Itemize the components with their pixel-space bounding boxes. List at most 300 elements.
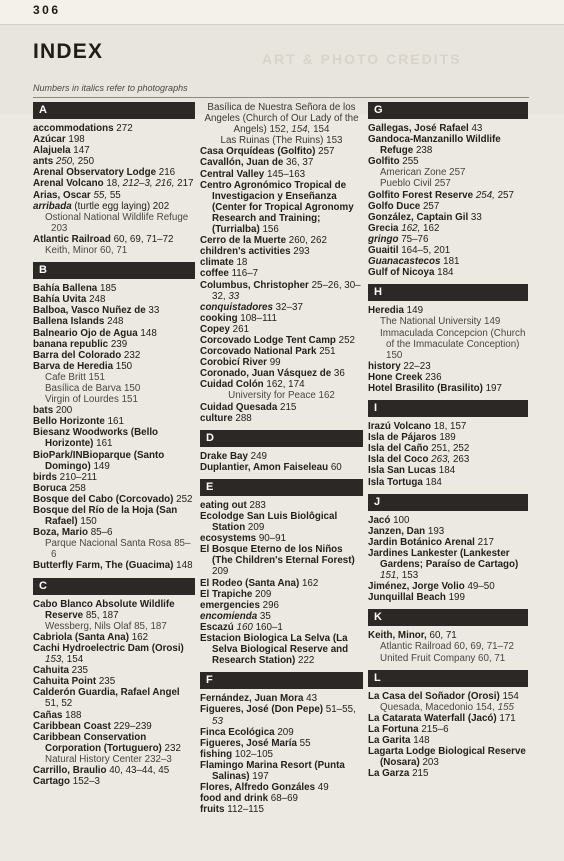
- entry-heading: bats: [33, 405, 54, 417]
- entry-pages: 288: [232, 412, 252, 424]
- index-entry: [33, 234, 195, 245]
- entry-pages: 229–239: [110, 720, 152, 732]
- entry-heading: Copey: [200, 323, 230, 335]
- entry-heading: Jardin Botánico Arenal: [368, 536, 475, 548]
- entry-pages: Virgin of Lourdes 151: [45, 394, 138, 406]
- entry-heading: Guanacastecos: [368, 256, 441, 268]
- entry-heading: food and drink: [200, 793, 269, 805]
- entry-pages: 257: [494, 189, 514, 201]
- entry-heading: Alajuela: [33, 145, 71, 157]
- index-entry: [200, 589, 363, 600]
- index-subentry: [368, 653, 528, 664]
- section-letter: G: [368, 102, 528, 119]
- index-entry: [33, 472, 195, 483]
- index-entry: [368, 361, 528, 372]
- entry-pages: 251: [316, 346, 336, 358]
- entry-pages: 189: [436, 432, 456, 444]
- index-subentry: [368, 167, 528, 178]
- entry-pages: 85–6: [87, 527, 113, 539]
- entry-heading: children's activities: [200, 246, 291, 258]
- entry-heading: Keith, Minor,: [368, 630, 427, 642]
- entry-heading: Gallegas, José Rafael: [368, 123, 469, 134]
- entry-pages: 49: [315, 782, 329, 794]
- entry-heading: Heredia: [368, 305, 404, 317]
- index-entry: [368, 372, 528, 383]
- entry-heading: El Bosque Eterno de los Niños (The Children's Eternal Forest): [200, 544, 355, 567]
- entry-heading: ants: [33, 156, 54, 168]
- entry-pages: 203: [419, 757, 439, 769]
- index-entry: [200, 324, 363, 335]
- index-entry: [368, 267, 528, 278]
- entry-pages: 36, 37: [283, 157, 314, 169]
- entry-heading: Cañas: [33, 709, 63, 721]
- entry-pages: American Zone 257: [380, 167, 466, 179]
- entry-pages: 181: [440, 256, 460, 268]
- index-entry: [368, 443, 528, 454]
- entry-pages: Cafe Britt 151: [45, 371, 105, 383]
- index-entry: [200, 727, 363, 738]
- entry-heading: Azúcar: [33, 134, 66, 146]
- entry-pages: 22–23: [400, 360, 431, 372]
- index-entry: [200, 413, 363, 424]
- index-entry: [200, 533, 363, 544]
- entry-pages: 161: [93, 438, 113, 450]
- entry-heading: Jiménez, Jorge Volio: [368, 581, 465, 593]
- index-entry: [200, 246, 363, 257]
- entry-pages: 32–37: [272, 301, 303, 313]
- index-entry: [200, 346, 363, 357]
- index-entry: [200, 235, 363, 246]
- index-entry: [200, 302, 363, 313]
- entry-pages: 25–26, 30–32,: [212, 279, 361, 302]
- index-entry: [200, 357, 363, 368]
- entry-pages: 100: [390, 514, 410, 526]
- index-entry: [200, 600, 363, 611]
- entry-heading: Corcovado National Park: [200, 346, 317, 358]
- entry-pages: Quesada, Macedonio 154,: [380, 701, 498, 713]
- index-subentry: [368, 328, 528, 361]
- entry-pages: 33: [145, 305, 160, 317]
- entry-heading: Hone Creek: [368, 371, 423, 383]
- index-entry: [33, 339, 195, 350]
- entry-pages: 222: [295, 655, 315, 667]
- index-entry: [200, 146, 363, 157]
- entry-pages: 36: [331, 368, 345, 380]
- entry-pages: 260, 262: [286, 235, 327, 247]
- index-entry: [33, 294, 195, 305]
- entry-heading: Balneario Ojo de Agua: [33, 327, 138, 339]
- entry-heading: gringo: [368, 233, 399, 245]
- entry-pages: 251, 252: [428, 443, 470, 455]
- index-entry: [200, 157, 363, 168]
- entry-pages: 171: [496, 712, 516, 724]
- entry-photo-pages: 153,: [45, 654, 65, 666]
- entry-heading: Coronado, Juan Vásquez de: [200, 368, 332, 380]
- entry-heading: La Garita: [368, 735, 411, 747]
- index-entry: [368, 515, 528, 526]
- index-subentry: [33, 538, 195, 560]
- entry-heading: birds: [33, 471, 57, 483]
- entry-pages: 293: [290, 246, 310, 258]
- index-entry: [200, 169, 363, 180]
- index-subentry: [33, 245, 195, 256]
- index-entry: [33, 710, 195, 721]
- entry-pages: 252: [173, 493, 193, 505]
- index-subentry: [33, 212, 195, 234]
- index-entry: [33, 427, 195, 449]
- index-entry: [368, 256, 528, 267]
- index-entry: [200, 578, 363, 589]
- entry-heading: coffee: [200, 268, 229, 280]
- index-entry: [368, 581, 528, 592]
- index-entry: [33, 527, 195, 538]
- section-letter: B: [33, 262, 195, 279]
- entry-heading: Atlantic Railroad: [33, 233, 111, 245]
- index-entry: [200, 804, 363, 815]
- index-entry: [33, 305, 195, 316]
- index-entry: [368, 156, 528, 167]
- entry-heading: Bosque del Río de la Hoja (San Rafael): [33, 505, 178, 528]
- entry-heading: Arenal Volcano: [33, 178, 104, 190]
- entry-heading: Flamingo Marina Resort (Punta Salinas): [200, 759, 345, 782]
- index-subentry: [368, 178, 528, 189]
- entry-heading: Cahuita Point: [33, 676, 97, 688]
- entry-heading: cooking: [200, 312, 238, 324]
- entry-pages: 150: [77, 516, 97, 528]
- entry-pages: Natural History Center 232–3: [45, 753, 172, 765]
- index-entry: [368, 526, 528, 537]
- section-letter: L: [368, 670, 528, 687]
- entry-pages: 60, 71: [426, 630, 457, 642]
- index-entry: [200, 782, 363, 793]
- entry-photo-pages: 154,: [291, 124, 311, 136]
- index-entry: [368, 383, 528, 394]
- entry-heading: Central Valley: [200, 168, 265, 180]
- index-entry: [33, 145, 195, 156]
- entry-pages: 210–211: [56, 471, 98, 483]
- entry-heading: Golfo Duce: [368, 200, 421, 212]
- entry-pages: 55: [296, 737, 311, 749]
- index-column-3: [368, 102, 528, 779]
- index-entry: [33, 328, 195, 339]
- entry-heading: Bahía Ballena: [33, 283, 98, 295]
- index-subentry: [33, 754, 195, 765]
- index-entry: [200, 500, 363, 511]
- entry-pages: 160–1: [252, 621, 283, 633]
- entry-pages: United Fruit Company 60, 71: [380, 652, 506, 664]
- index-entry: [200, 451, 363, 462]
- entry-heading: Jardines Lankester (Lankester Gardens; Paraíso de Cartago): [368, 547, 519, 570]
- section-letter: D: [200, 430, 363, 447]
- index-entry: [200, 760, 363, 782]
- index-subentry: [33, 372, 195, 383]
- entry-photo-pages: 33: [228, 290, 240, 302]
- index-entry: [200, 511, 363, 533]
- section-letter: K: [368, 609, 528, 626]
- index-entry: [33, 201, 195, 212]
- entry-pages: 90–91: [256, 533, 287, 545]
- section-letter: J: [368, 494, 528, 511]
- index-entry: [33, 687, 195, 709]
- index-entry: [200, 611, 363, 622]
- entry-pages: 33: [468, 211, 482, 223]
- entry-pages: 55: [107, 189, 121, 201]
- entry-heading: Boruca: [33, 482, 67, 494]
- entry-pages: University for Peace 162: [228, 390, 335, 402]
- entry-heading: Boza, Mario: [33, 527, 88, 539]
- entry-pages: 200: [53, 405, 73, 417]
- entry-heading: Figueres, José (Don Pepe): [200, 704, 324, 716]
- entry-pages: 236: [422, 371, 442, 383]
- index-entry: [33, 721, 195, 732]
- entry-heading: La Garza: [368, 768, 410, 780]
- index-entry: [200, 704, 363, 726]
- index-entry: [200, 268, 363, 279]
- entry-heading: Barva de Heredia: [33, 360, 114, 372]
- index-entry: [33, 316, 195, 327]
- entry-pages: 248: [86, 294, 106, 306]
- entry-heading: La Casa del Soñador (Orosi): [368, 690, 500, 702]
- section-letter: H: [368, 284, 528, 301]
- entry-pages: 215: [277, 401, 297, 413]
- entry-heading: accommodations: [33, 123, 114, 134]
- index-entry: [368, 630, 528, 641]
- entry-heading: Estacion Biologica La Selva (La Selva Biological Reserve and Research Station): [200, 633, 349, 667]
- index-column-2: [200, 102, 363, 815]
- entry-pages: 68–69: [268, 793, 298, 805]
- entry-heading: Bello Horizonte: [33, 416, 105, 428]
- entry-pages: 199: [445, 592, 465, 604]
- entry-pages: 232: [161, 742, 181, 754]
- entry-pages: 296: [259, 599, 279, 611]
- entry-heading: Cahuita: [33, 665, 69, 677]
- entry-heading: Grecia: [368, 222, 399, 234]
- entry-heading: El Trapiche: [200, 588, 253, 600]
- index-entry: [200, 622, 363, 633]
- index-entry: [200, 749, 363, 760]
- entry-pages: 162: [129, 631, 149, 643]
- entry-pages: 215–6: [418, 723, 449, 735]
- entry-heading: Butterfly Farm, The (Guacima): [33, 560, 174, 572]
- entry-heading: La Fortuna: [368, 723, 419, 735]
- entry-heading: arribada: [33, 200, 72, 212]
- index-continuation: [200, 102, 363, 135]
- entry-pages: 99: [266, 357, 281, 369]
- entry-heading: Duplantier, Amon Faiseleau: [200, 461, 329, 473]
- entry-photo-pages: 263,: [431, 454, 451, 466]
- entry-photo-pages: 151,: [380, 570, 400, 582]
- entry-pages: 18, 157: [430, 421, 467, 433]
- page-number: 306: [33, 3, 61, 17]
- index-entry: [33, 190, 195, 201]
- index-entry: [33, 765, 195, 776]
- entry-pages: 149: [90, 460, 110, 472]
- entry-pages: 148: [173, 560, 193, 572]
- entry-heading: Casa Orquídeas (Golfito): [200, 146, 316, 158]
- entry-heading: Jacó: [368, 514, 391, 526]
- entry-heading: Gulf of Nicoya: [368, 267, 435, 279]
- index-entry: [368, 713, 528, 724]
- section-letter: E: [200, 479, 363, 496]
- entry-pages: 154: [64, 654, 84, 666]
- index-entry: [368, 432, 528, 443]
- index-entry: [368, 592, 528, 603]
- index-entry: [33, 123, 195, 134]
- entry-heading: Cavallón, Juan de: [200, 157, 284, 169]
- entry-pages: 102–105: [232, 748, 273, 760]
- index-entry: [368, 234, 528, 245]
- entry-heading: Janzen, Dan: [368, 525, 426, 537]
- index-entry: [33, 732, 195, 754]
- entry-pages: Parque Nacional Santa Rosa 85–6: [45, 538, 191, 561]
- entry-heading: Golfito Forest Reserve: [368, 189, 474, 201]
- entry-pages: Ostional National Wildlife Refuge 203: [45, 211, 189, 234]
- entry-photo-pages: 212–3, 216,: [122, 178, 175, 190]
- index-entry: [33, 416, 195, 427]
- entry-pages: 209: [274, 726, 294, 738]
- entry-heading: fruits: [200, 804, 225, 816]
- index-entry: [368, 245, 528, 256]
- entry-pages: 209: [252, 588, 272, 600]
- entry-heading: Junquillal Beach: [368, 592, 446, 604]
- entry-heading: Isla de Pájaros: [368, 432, 437, 444]
- entry-heading: Irazú Volcano: [368, 421, 431, 433]
- entry-pages: (turtle egg laying) 202: [71, 200, 170, 212]
- index-entry: [33, 599, 195, 621]
- entry-heading: Cuidad Quesada: [200, 401, 278, 413]
- index-entry: [33, 632, 195, 643]
- entry-heading: Caribbean Coast: [33, 720, 111, 732]
- entry-pages: 193: [425, 525, 445, 537]
- entry-heading: La Catarata Waterfall (Jacó): [368, 712, 497, 724]
- entry-pages: Keith, Minor 60, 71: [45, 245, 128, 257]
- entry-heading: Lagarta Lodge Biological Reserve (Nosara): [368, 746, 526, 769]
- index-entry: [33, 134, 195, 145]
- entry-pages: Pueblo Civil 257: [380, 178, 451, 190]
- entry-pages: 188: [62, 709, 82, 721]
- entry-pages: 255: [399, 156, 419, 168]
- entry-heading: ecosystems: [200, 533, 257, 545]
- index-entry: [33, 350, 195, 361]
- entry-heading: Calderón Guardia, Rafael Angel: [33, 687, 180, 699]
- entry-pages: 198: [65, 134, 85, 146]
- index-entry: [200, 633, 363, 666]
- entry-pages: 263: [450, 454, 470, 466]
- entry-pages: 75–76: [398, 233, 429, 245]
- entry-heading: Golfito: [368, 156, 400, 168]
- entry-pages: 215: [409, 768, 429, 780]
- entry-pages: 154: [499, 690, 519, 702]
- index-entry: [200, 738, 363, 749]
- entry-pages: 60, 69, 71–72: [110, 233, 174, 245]
- entry-heading: Ballena Islands: [33, 316, 105, 328]
- entry-pages: 250: [74, 156, 95, 168]
- entry-heading: banana republic: [33, 338, 109, 350]
- index-entry: [33, 676, 195, 687]
- index-entry: [33, 560, 195, 571]
- entry-pages: 283: [246, 499, 266, 511]
- entry-photo-pages: 254,: [475, 189, 495, 201]
- entry-pages: 232: [121, 349, 141, 361]
- section-letter: F: [200, 672, 363, 689]
- entry-pages: 164–5, 201: [398, 245, 451, 257]
- entry-pages: The National University 149: [380, 316, 501, 328]
- entry-heading: encomienda: [200, 610, 258, 622]
- index-entry: [368, 537, 528, 548]
- entry-photo-pages: 250,: [55, 156, 75, 168]
- entry-heading: Drake Bay: [200, 450, 248, 462]
- entry-pages: 197: [249, 770, 269, 782]
- index-entry: [33, 156, 195, 167]
- entry-pages: 209: [212, 566, 229, 578]
- entry-heading: history: [368, 360, 401, 372]
- entry-pages: 185: [97, 283, 117, 295]
- index-subentry: [33, 394, 195, 405]
- index-entry: [368, 454, 528, 465]
- entry-pages: 162: [420, 222, 440, 234]
- entry-heading: Ecolodge San Luis Biolôgical Station: [200, 511, 338, 534]
- entry-heading: BioPark/INBioparque (Santo Domingo): [33, 449, 165, 472]
- entry-pages: 18: [233, 257, 248, 269]
- index-entry: [200, 368, 363, 379]
- entry-heading: Cabo Blanco Absolute Wildlife Reserve: [33, 598, 175, 621]
- index-entry: [200, 544, 363, 577]
- index-entry: [200, 257, 363, 268]
- index-entry: [200, 335, 363, 346]
- entry-heading: Arias, Oscar: [33, 189, 91, 201]
- entry-pages: 161: [104, 416, 124, 428]
- index-entry: [33, 643, 195, 665]
- entry-heading: Cabriola (Santa Ana): [33, 631, 129, 643]
- entry-heading: Bahía Uvita: [33, 294, 87, 306]
- entry-pages: 150: [113, 360, 133, 372]
- entry-heading: Centro Agronómico Tropical de Investigacion y Enseñanza (Center for Tropical Agronomy Research and Training; (Turrialba): [200, 179, 354, 236]
- entry-pages: 257: [315, 146, 335, 158]
- index-entry: [33, 776, 195, 787]
- entry-pages: 184: [434, 267, 454, 279]
- index-entry: [368, 212, 528, 223]
- entry-pages: 209: [245, 522, 265, 534]
- entry-pages: 40, 43–44, 45: [106, 764, 170, 776]
- entry-pages: Basílica de Barva 150: [45, 382, 141, 394]
- entry-pages: 43: [303, 693, 318, 705]
- entry-heading: Balboa, Vasco Nuñez de: [33, 305, 146, 317]
- index-entry: [368, 190, 528, 201]
- entry-pages: Basílica de Nuestra Señora de los Angeles (Church of Our Lady of the Angels) 152,: [204, 102, 359, 136]
- entry-pages: Immaculada Concepcion (Church of the Immaculate Conception) 150: [380, 327, 526, 361]
- index-entry: [200, 402, 363, 413]
- entry-heading: Isla del Coco: [368, 454, 429, 466]
- entry-pages: 252: [335, 334, 355, 346]
- entry-heading: Carrillo, Braulio: [33, 764, 107, 776]
- entry-pages: 238: [413, 145, 433, 157]
- entry-photo-pages: 160: [236, 621, 253, 633]
- index-entry: [200, 793, 363, 804]
- entry-heading: Corcovado Lodge Tent Camp: [200, 334, 336, 346]
- section-letter: C: [33, 578, 195, 595]
- index-subentry: [368, 316, 528, 327]
- section-letter: A: [33, 102, 195, 119]
- entry-heading: Biesanz Woodworks (Bello Horizonte): [33, 427, 159, 450]
- index-entry: [33, 665, 195, 676]
- entry-pages: 239: [108, 338, 128, 350]
- entry-heading: González, Captain Gil: [368, 211, 469, 223]
- entry-pages: 43: [468, 123, 483, 134]
- index-subentry: [368, 641, 528, 652]
- entry-heading: Corobicí River: [200, 357, 267, 369]
- entry-heading: El Rodeo (Santa Ana): [200, 577, 300, 589]
- entry-pages: 248: [104, 316, 124, 328]
